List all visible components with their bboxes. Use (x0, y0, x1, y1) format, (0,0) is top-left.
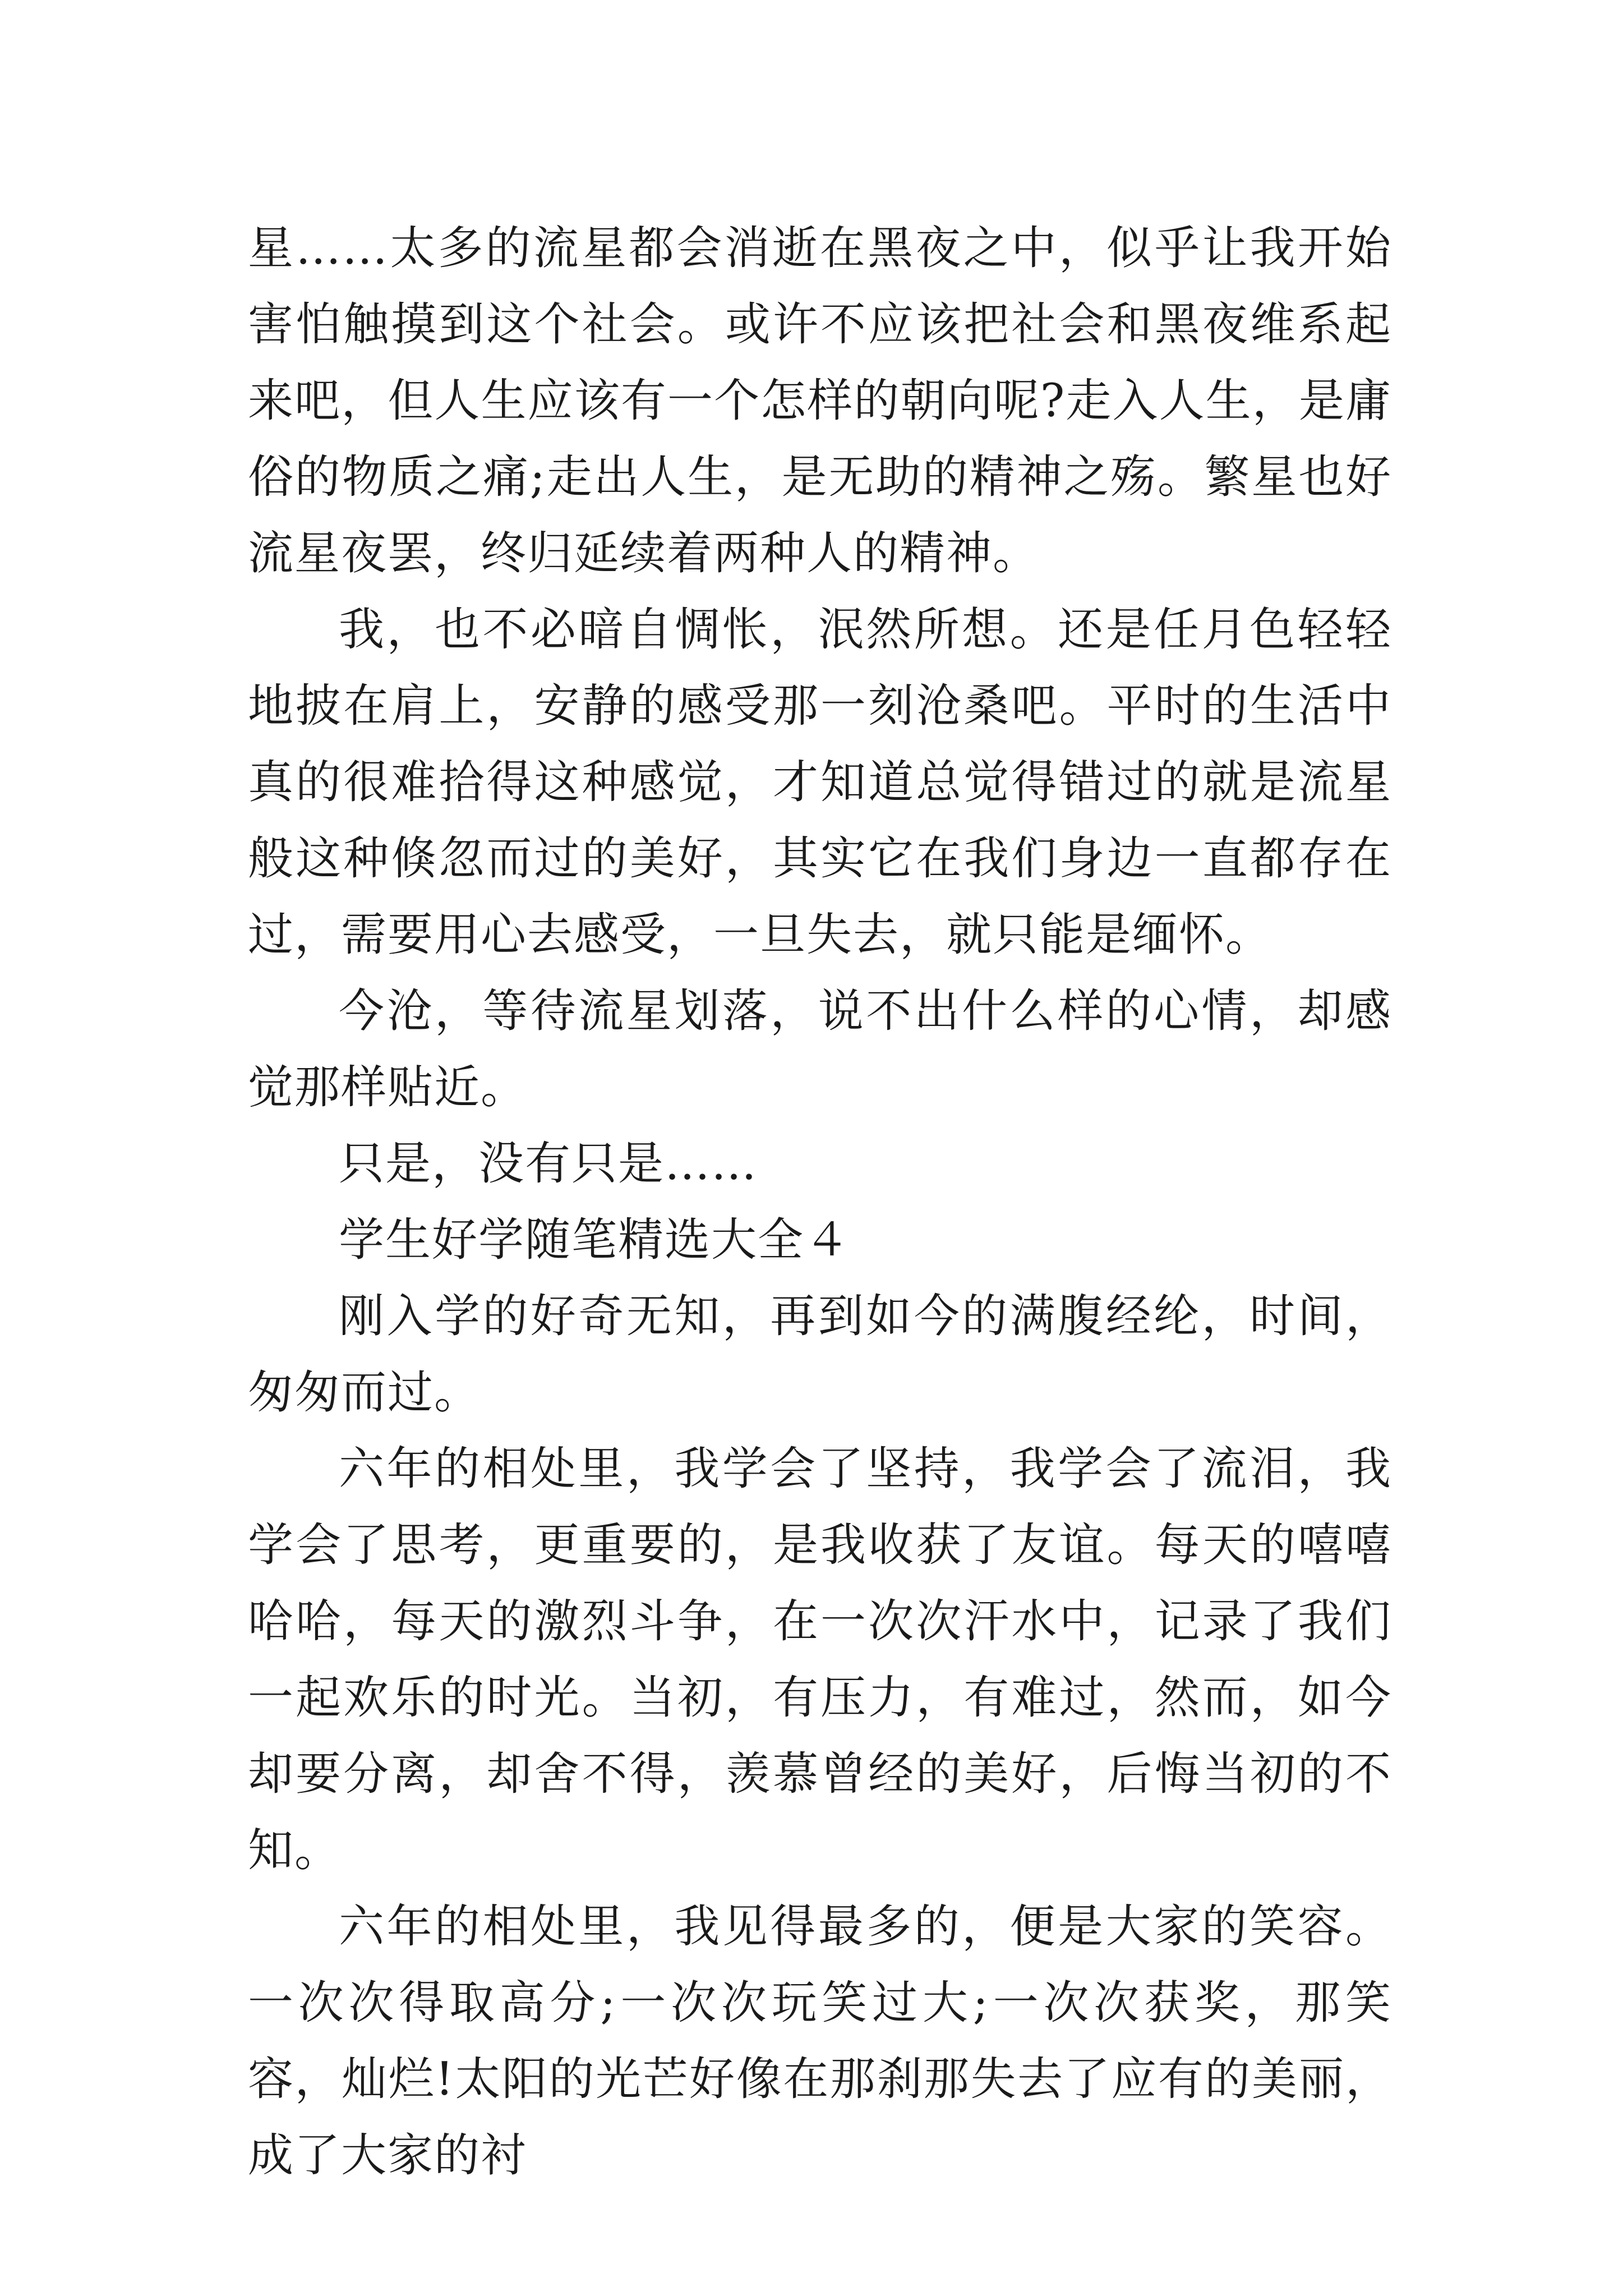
paragraph: 六年的相处里，我见得最多的，便是大家的笑容。一次次得取高分;一次次玩笑过大;一次次获奖，那笑容，灿烂!太阳的光芒好像在那刹那失去了应有的美丽，成了大家的衬 (248, 1901, 1392, 2182)
paragraph: 六年的相处里，我学会了坚持，我学会了流泪，我学会了思考，更重要的，是我收获了友谊。每天的嘻嘻哈哈，每天的激烈斗争，在一次次汗水中，记录了我们一起欢乐的时光。当初，有压力，有难过，然而，如今却要分离，却舍不得，羡慕曾经的美好，后悔当初的不知。 (248, 1443, 1392, 1877)
paragraph: 今沧，等待流星划落，说不出什么样的心情，却感觉那样贴近。 (248, 985, 1392, 1114)
paragraph-continued: 星……太多的流星都会消逝在黑夜之中，似乎让我开始害怕触摸到这个社会。或许不应该把社会和黑夜维系起来吧，但人生应该有一个怎样的朝向呢?走入人生，是庸俗的物质之痛;走出人生，是无助的精神之殇。繁星也好流星夜罢，终归延续着两种人的精神。 (248, 222, 1392, 580)
paragraph: 我，也不必暗自惆怅，泯然所想。还是任月色轻轻地披在肩上，安静的感受那一刻沧桑吧。平时的生活中真的很难拾得这种感觉，才知道总觉得错过的就是流星般这种倏忽而过的美好，其实它在我们身边一直都存在过，需要用心去感受，一旦失去，就只能是缅怀。 (248, 604, 1392, 961)
document-body (248, 210, 1392, 2194)
paragraph: 只是，没有只是…… (339, 1138, 758, 1190)
section-heading: 学生好学随笔精选大全４ (339, 1214, 851, 1267)
paragraph: 刚入学的好奇无知，再到如今的满腹经纶，时间，匆匆而过。 (248, 1290, 1392, 1419)
